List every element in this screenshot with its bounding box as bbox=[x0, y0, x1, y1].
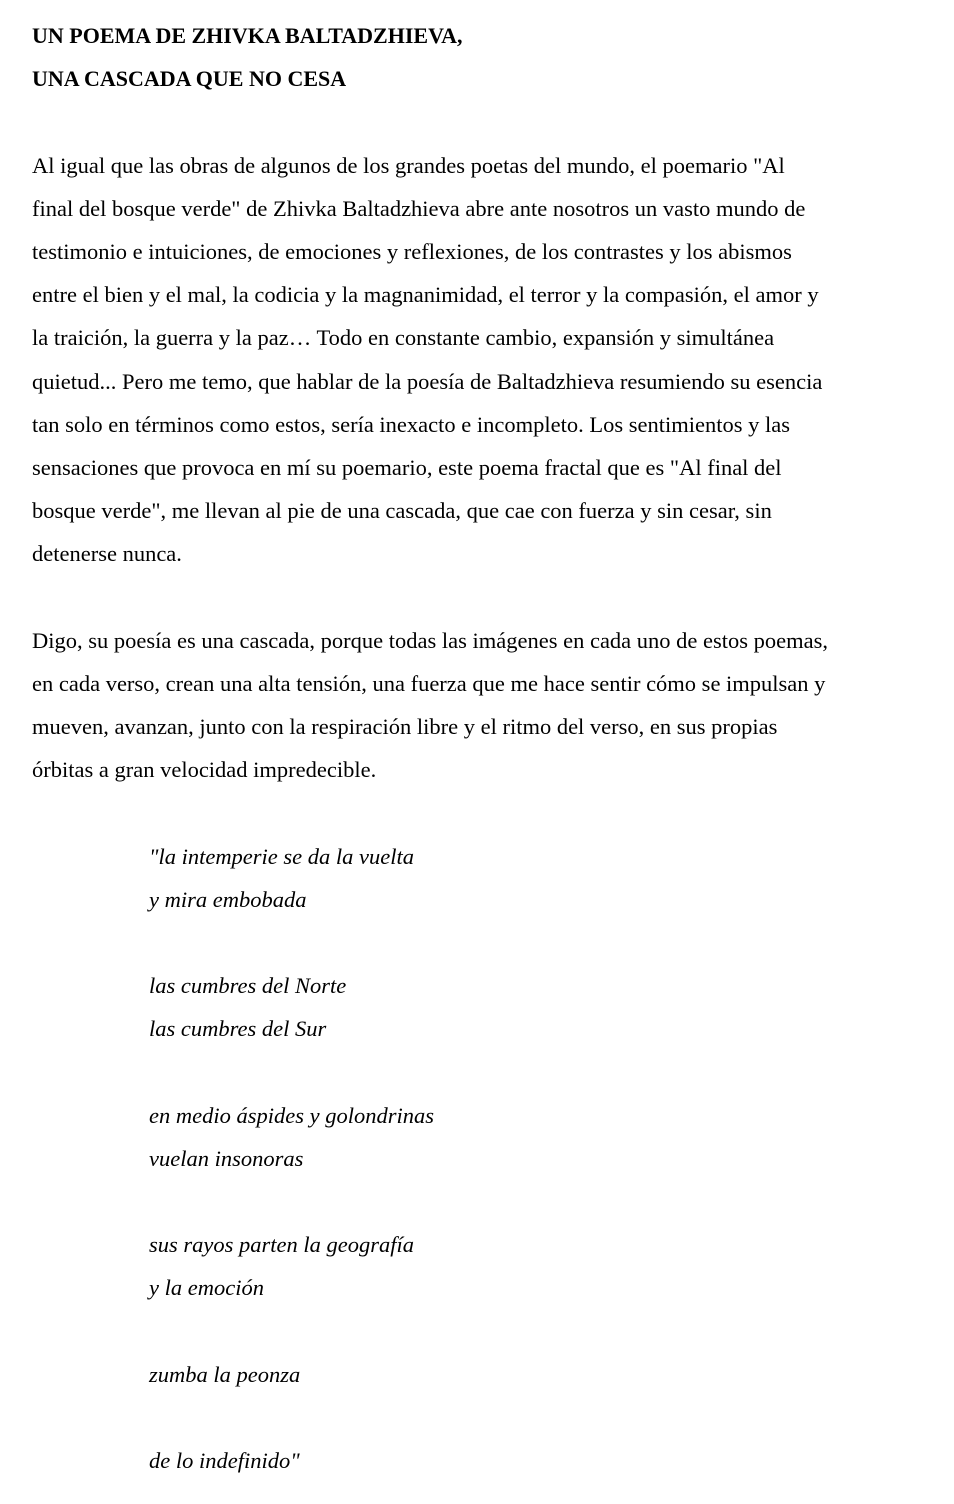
paragraph-line: tan solo en términos como estos, sería inexacto e incompleto. Los sentimientos y las bbox=[32, 411, 790, 437]
paragraph-line: mueven, avanzan, junto con la respiración libre y el ritmo del verso, en sus propias bbox=[32, 714, 778, 739]
paragraph-line: testimonio e intuiciones, de emociones y reflexiones, de los contrastes y los abismos bbox=[32, 238, 792, 264]
blank-line bbox=[32, 791, 922, 834]
poem-verse: y la emoción bbox=[149, 1275, 264, 1301]
paragraph-line: bosque verde", me llevan al pie de una cascada, que cae con fuerza y sin cesar, sin bbox=[32, 498, 772, 524]
paragraph-2 bbox=[32, 619, 922, 792]
poem-verse: de lo indefinido" bbox=[149, 1448, 300, 1474]
title-line-2: UNA CASCADA QUE NO CESA bbox=[32, 66, 347, 92]
poem-verse: sus rayos parten la geografía bbox=[149, 1232, 415, 1258]
paragraph-line: final del bosque verde" de Zhivka Baltadzhieva abre ante nosotros un vasto mundo de bbox=[32, 195, 806, 221]
paragraph-line: quietud... Pero me temo, que hablar de la poesía de Baltadzhieva resumiendo su esencia bbox=[32, 368, 823, 394]
paragraph-1 bbox=[32, 144, 922, 576]
blank-line bbox=[32, 100, 922, 143]
paragraph-line: la traición, la guerra y la paz… Todo en constante cambio, expansión y simultánea bbox=[32, 325, 775, 351]
poem-quote bbox=[32, 835, 922, 1483]
poem-verse: zumba la peonza bbox=[149, 1361, 301, 1387]
paragraph-line: entre el bien y el mal, la codicia y la magnanimidad, el terror y la compasión, el amor y bbox=[32, 282, 819, 308]
paragraph-line: Al igual que las obras de algunos de los grandes poetas del mundo, el poemario "Al bbox=[32, 152, 785, 178]
stanza-break bbox=[149, 1051, 922, 1094]
blank-line bbox=[32, 575, 922, 618]
poem-verse: "la intemperie se da la vuelta bbox=[149, 843, 415, 869]
stanza-break bbox=[149, 1310, 922, 1353]
stanza-break bbox=[149, 1396, 922, 1439]
stanza-break bbox=[149, 1180, 922, 1223]
paragraph-line: sensaciones que provoca en mí su poemario, este poema fractal que es "Al final del bbox=[32, 454, 782, 480]
title-line-1: UN POEMA DE ZHIVKA BALTADZHIEVA, bbox=[32, 23, 463, 48]
poem-verse: las cumbres del Norte bbox=[149, 973, 347, 999]
paragraph-line: Digo, su poesía es una cascada, porque todas las imágenes en cada uno de estos poemas, bbox=[32, 627, 829, 653]
paragraph-line: en cada verso, crean una alta tensión, una fuerza que me hace sentir cómo se impulsan y bbox=[32, 670, 826, 696]
paragraph-line: órbitas a gran velocidad impredecible. bbox=[32, 757, 377, 783]
poem-verse: y mira embobada bbox=[149, 886, 307, 912]
poem-verse: vuelan insonoras bbox=[149, 1145, 304, 1171]
poem-verse: en medio áspides y golondrinas bbox=[149, 1102, 434, 1128]
document-page bbox=[32, 14, 922, 1482]
stanza-break bbox=[149, 921, 922, 964]
poem-verse: las cumbres del Sur bbox=[149, 1016, 327, 1042]
paragraph-line: detenerse nunca. bbox=[32, 541, 182, 567]
